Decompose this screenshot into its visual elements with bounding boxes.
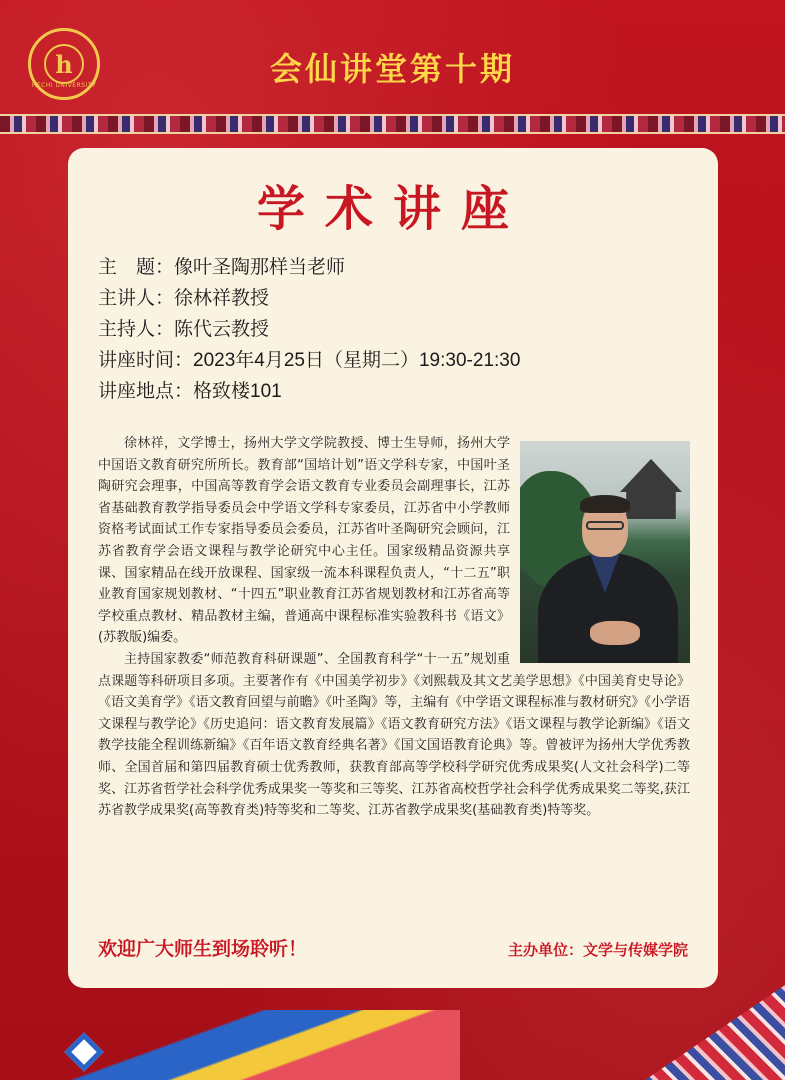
info-value: 像叶圣陶那样当老师 [174,257,346,278]
bio-paragraph-2: 主持国家教委“师范教育科研课题”、全国教育科学“十一五”规划重点课题等科研项目多项。主要著作有《中国美学初步》《刘熙载及其文艺美学思想》《中国美育史导论》《语文美育学》《语文教育回望与前瞻》《叶圣陶》等，主编有《中学语文课程标准与教材研究》《小学语文课程与教学论》《历史追问：语文教育发展篇》《语文教育研究方法》《语文课程与教学论新编》《语文教学技能全程训练新编》《百年语文教育经典名著》《国文国语教育论典》等。曾被评为扬州大学优秀教师、全国首届和第四届教育硕士优秀教师，获教育部高等学校科学研究优秀成果奖(人文社会科学)二等奖、江苏省哲学社会科学优秀成果奖一等奖和三等奖、江苏省高校哲学社会科学优秀成果奖二等奖,获江苏省教学成果奖(高等教育类)特等奖和二等奖、江苏省教学成果奖(基础教育类)特等奖。 [98,651,690,819]
photo-glasses [586,521,624,530]
info-speaker [98,283,520,314]
info-value: 格致楼101 [193,381,282,402]
info-label: 主讲人： [98,288,175,309]
bottom-decoration-right [585,985,785,1080]
info-location [98,376,520,407]
welcome-text: 欢迎广大师生到场聆听！ [98,938,308,960]
info-value: 徐林祥教授 [174,288,270,309]
series-title: 会仙讲堂第十期 [269,50,515,88]
info-value: 陈代云教授 [174,319,270,340]
bottom-decoration-left [0,1010,460,1080]
lecture-info [98,252,520,407]
logo-emblem: h [44,44,84,84]
info-topic [98,252,520,283]
decorative-band [0,114,785,134]
info-label: 讲座时间： [98,350,194,371]
speaker-photo [520,441,690,663]
info-label: 主持人： [98,319,175,340]
photo-hands [590,621,640,645]
lecture-card [68,148,718,988]
photo-hair [580,495,630,513]
logo-ring-text: HECHI UNIVERSITY [31,82,97,89]
main-title: 学术讲座 [256,181,529,237]
organizer-text: 主办单位：文学与传媒学院 [507,941,688,959]
footer [98,934,688,961]
info-host [98,314,520,345]
info-time [98,345,520,376]
info-label: 主 题： [98,257,175,278]
bio-paragraph-1: 徐林祥，文学博士，扬州大学文学院教授、博士生导师，扬州大学中国语文教育研究所所长。教育部“国培计划”语文学科专家，中国叶圣陶研究会理事，中国高等教育学会语文教育专业委员会副理事长，江苏省基础教育教学指导委员会中学语文学科专家委员，江苏省中小学教师资格考试面试工作专家指导委员会委员，江苏省叶圣陶研究会顾问，江苏省教育学会语文课程与教学论研究中心主任。国家级精品资源共享课、国家精品在线开放课程、国家级一流本科课程负责人，“十二五”职业教育国家规划教材、“十四五”职业教育江苏省规划教材和江苏省高等学校重点教材、精品教材主编，普通高中课程标准实验教科书《语文》(苏教版)编委。 [98,436,510,646]
info-label: 讲座地点： [98,381,194,402]
speaker-bio [98,433,690,822]
info-value: 2023年4月25日（星期二）19:30-21:30 [193,350,521,371]
